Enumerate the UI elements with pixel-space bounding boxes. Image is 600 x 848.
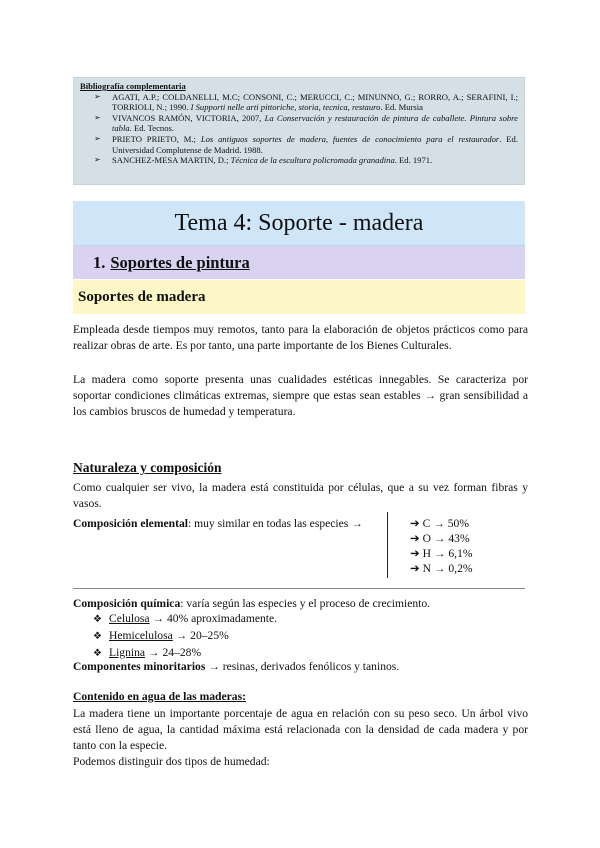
element-item: ➔ H → 6,1%: [410, 547, 473, 560]
bib-authors: PRIETO PRIETO, M.;: [112, 133, 201, 144]
bibliography-list: [80, 92, 518, 166]
component-name: Hemicelulosa: [109, 629, 173, 642]
horizontal-divider: [73, 588, 525, 589]
element-item: ➔ N → 0,2%: [410, 562, 473, 575]
bib-authors: SANCHEZ-MESA MARTIN, D.;: [112, 155, 231, 166]
composicion-quimica: [73, 597, 430, 610]
composicion-elemental-label: Composición elemental: [73, 517, 188, 530]
bib-publisher: . Ed. Tecnos.: [129, 123, 175, 134]
arrow-bullet-icon: ➢: [94, 155, 101, 165]
naturaleza-paragraph: Como cualquier ser vivo, la madera está constituida por células, que a su vez forman fibras y vasos.: [73, 481, 528, 510]
bib-publisher: . Ed. Universidad Complutense de Madrid. 1988.: [112, 133, 518, 155]
arrow-bullet-icon: ➢: [94, 133, 101, 143]
diamond-bullet-icon: ❖: [93, 631, 102, 642]
diamond-bullet-icon: ❖: [93, 614, 102, 625]
arrow-bullet-icon: ➢: [94, 91, 101, 101]
intro-paragraph: Empleada desde tiempos muy remotos, tanto para la elaboración de objetos prácticos como para realizar obras de arte. Es por tanto, una parte importante de los Bienes Culturales.: [73, 323, 528, 352]
composicion-quimica-label: Composición química: [73, 597, 181, 610]
section-title: Soportes de pintura: [110, 252, 250, 272]
element-item: ➔ O → 43%: [410, 532, 470, 545]
bib-title: I Supporti nelle arti pittoriche, storia, tecnica, restauro: [190, 102, 381, 113]
component-name: Lignina: [109, 646, 146, 659]
bibliography-box: [73, 77, 525, 185]
composicion-elemental: [73, 517, 363, 530]
arrow-bullet-icon: ➢: [94, 112, 101, 122]
bib-publisher: . Ed. 1971.: [394, 155, 433, 166]
chemical-list: [93, 611, 277, 662]
agua-heading: Contenido en agua de las maderas:: [73, 690, 246, 703]
agua-paragraph: La madera tiene un importante porcentaje de agua en relación con su peso seco. Un árbol vivo está lleno de agua, la cantidad máxima está relacionada con la densidad de cada madera y por tanto con la especie.: [73, 707, 528, 752]
component-value: → 20–25%: [172, 629, 229, 642]
agua-paragraph-2: Podemos distinguir dos tipos de humedad:: [73, 755, 270, 768]
composicion-quimica-text: : varía según las especies y el proceso de crecimiento.: [180, 597, 431, 610]
component-value: → 24–28%: [145, 646, 202, 659]
list-item: [93, 628, 277, 645]
list-item: [93, 611, 277, 628]
bib-publisher: . Ed. Mursia: [380, 102, 423, 113]
elements-list: [410, 516, 473, 576]
bib-authors: VIVANCOS RAMÓN, VICTORIA, 2007,: [112, 112, 265, 123]
minoritarios-text: → resinas, derivados fenólicos y taninos.: [205, 660, 400, 673]
composicion-elemental-text: : muy similar en todas las especies →: [187, 517, 363, 530]
topic-title: Tema 4: Soporte - madera: [73, 201, 525, 246]
bibliography-item: [80, 155, 518, 166]
bib-authors: AGATI, A.P.; COLDANELLI, M.C; CONSONI, C.; MERUCCI, C.; MINUNNO, G.; RORRO, A.; SERAFINI, I.; TORRIOLI, N.; 1990.: [112, 91, 518, 113]
diamond-bullet-icon: ❖: [93, 648, 102, 659]
naturaleza-heading: Naturaleza y composición: [73, 460, 222, 475]
section-number: 1.: [93, 252, 106, 272]
bib-title: Los antiguos soportes de madera, fuentes de conocimiento para el restaurador: [200, 133, 500, 144]
component-name: Celulosa: [109, 612, 150, 625]
bibliography-item: [80, 113, 518, 134]
section-heading: [73, 246, 525, 279]
subsection-heading: Soportes de madera: [73, 280, 525, 314]
bib-title: Técnica de la escultura policromada granadina: [230, 155, 395, 166]
minoritarios-label: Componentes minoritarios: [73, 660, 206, 673]
bib-title: La Conservación y restauración de pintura de caballete. Pintura sobre tabla: [112, 112, 518, 134]
vertical-divider: [387, 512, 388, 578]
bibliography-item: [80, 134, 518, 155]
element-item: ➔ C → 50%: [410, 517, 469, 530]
properties-paragraph: La madera como soporte presenta unas cualidades estéticas innegables. Se caracteriza por soportar condiciones climáticas extremas, siempre que estas sean estables → gran sensibilidad a los cambios bruscos de humedad y temperatura.: [73, 373, 528, 418]
minoritarios: [73, 660, 399, 673]
bibliography-title: Bibliografía complementaria: [80, 81, 186, 91]
bibliography-item: [80, 92, 518, 113]
component-value: → 40% aproximadamente.: [149, 612, 278, 625]
